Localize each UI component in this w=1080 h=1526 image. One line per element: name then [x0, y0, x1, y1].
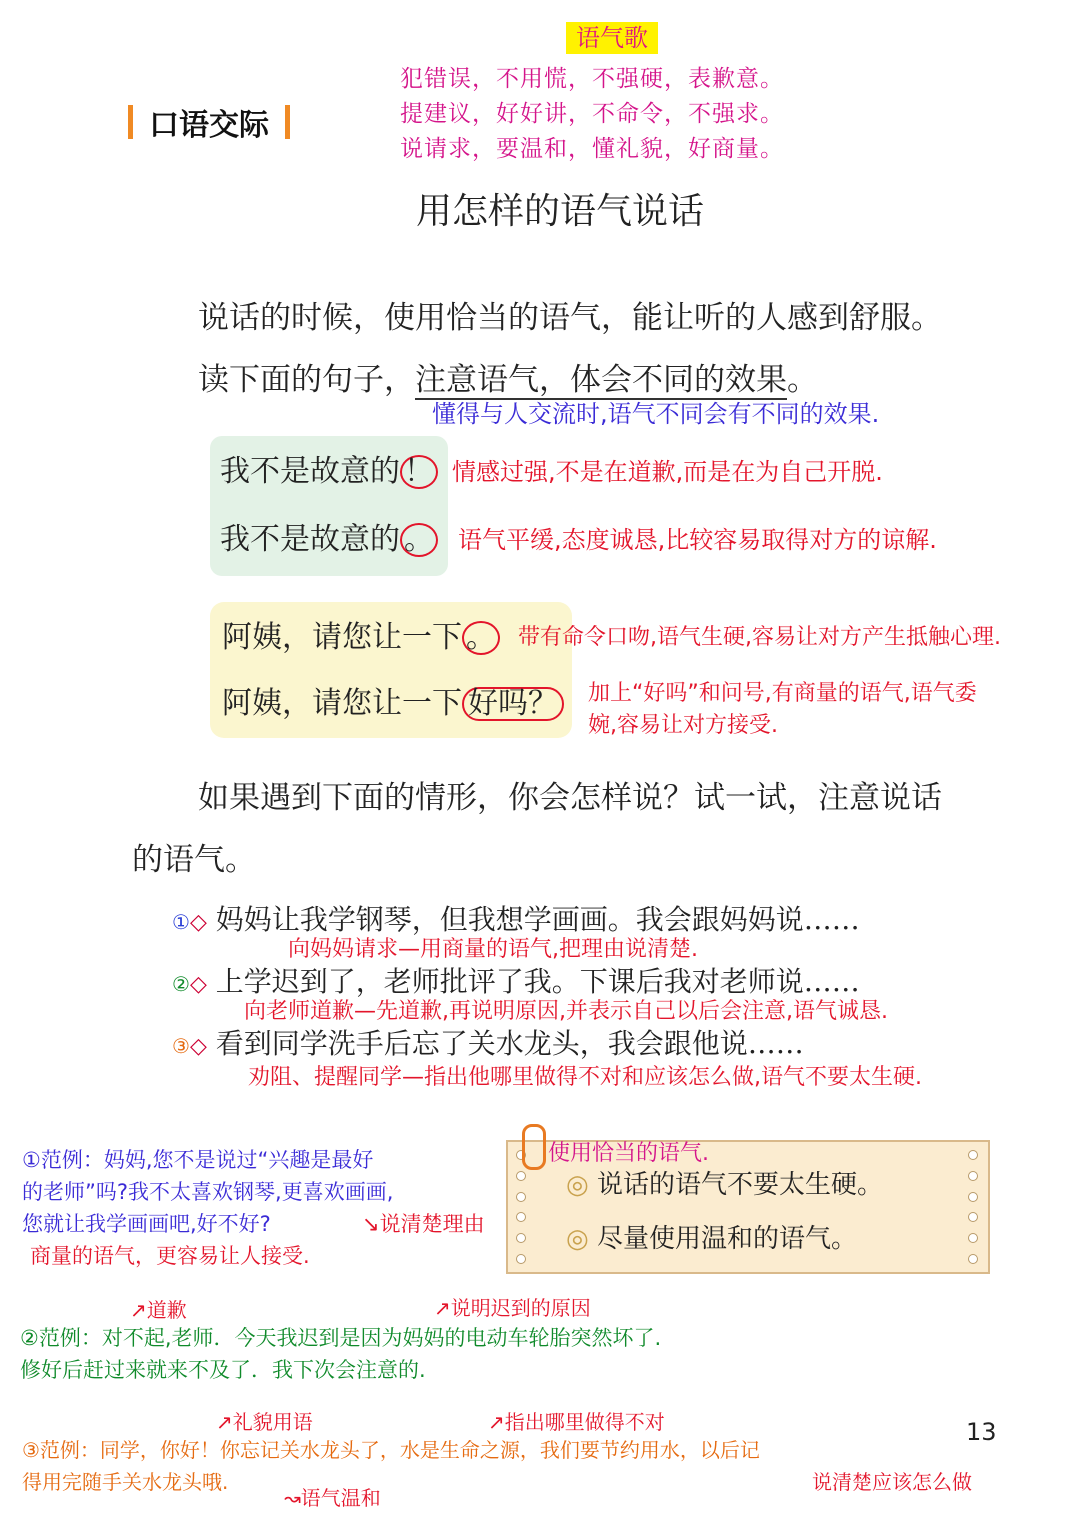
card-item-2	[566, 1218, 857, 1255]
example-1a	[220, 446, 438, 490]
sample3-label-polite	[216, 1406, 313, 1435]
sample2-line-1: ②范例：对不起,老师．今天我迟到是因为妈妈的电动车轮胎突然坏了.	[20, 1326, 662, 1350]
bullet-icon: ◎	[566, 1224, 589, 1254]
arrow-icon: ↗	[488, 1410, 505, 1434]
example-1b-note: 语气平缓,态度诚恳,比较容易取得对方的谅解.	[458, 526, 937, 554]
example-1a-note: 情感过强,不是在道歉,而是在为自己开脱.	[452, 458, 883, 486]
situation-2-num: ②	[172, 972, 190, 996]
situation-3-text: 看到同学洗手后忘了关水龙头，我会跟他说……	[215, 1027, 804, 1060]
card-holes-right	[968, 1150, 978, 1264]
example-2b	[222, 678, 564, 722]
sample3-line-2: 得用完随手关水龙头哦.	[22, 1470, 229, 1494]
sample2-line-2: 修好后赶过来就来不及了．我下次会注意的.	[20, 1358, 426, 1382]
sample3-label-tone-text: 语气温和	[300, 1486, 381, 1510]
intro-line-2-underlined: 注意语气，体会不同的效果	[415, 362, 787, 398]
sample3-label-how: 说清楚应该怎么做	[812, 1470, 972, 1494]
example-1a-text: 我不是故意的	[220, 454, 400, 489]
sample2-label-reason-text: 说明迟到的原因	[450, 1296, 591, 1320]
sample1-line-2: 的老师”吗?我不太喜欢钢琴,更喜欢画画,	[22, 1180, 394, 1204]
sample1-line-3: 您就让我学画画吧,好不好?	[22, 1212, 271, 1236]
task-line-2: 的语气。	[132, 842, 256, 878]
situation-1-text: 妈妈让我学钢琴，但我想学画画。我会跟妈妈说……	[215, 903, 860, 936]
sample2-label-reason	[434, 1292, 591, 1321]
section-bar-left	[128, 105, 133, 139]
sample3-label-tone	[284, 1482, 381, 1511]
example-2b-mark: 好吗？	[462, 687, 564, 721]
situation-2-note: 向老师道歉—先道歉,再说明原因,并表示自己以后会注意,语气诚恳.	[244, 999, 888, 1024]
sample1-arrow-note-text: 说清楚理由	[379, 1212, 485, 1236]
example-2b-note-1: 加上“好吗”和问号,有商量的语气,语气委	[588, 681, 977, 706]
situation-1-num: ①	[172, 910, 190, 934]
sample1-summary: 商量的语气，更容易让人接受.	[30, 1244, 310, 1268]
sample3-label-point-text: 指出哪里做得不对	[504, 1410, 665, 1434]
section-label-text: 口语交际	[149, 108, 269, 143]
song-title: 语气歌	[566, 22, 658, 54]
arrow-icon: ↗	[130, 1298, 147, 1322]
sample3-line-1: ③范例：同学，你好！你忘记关水龙头了，水是生命之源，我们要节约用水，以后记	[22, 1438, 760, 1462]
intro-line-2	[198, 354, 818, 399]
sample3-label-point	[488, 1406, 665, 1435]
example-1b-mark: 。	[400, 523, 438, 557]
diamond-icon: ◇	[189, 972, 207, 997]
example-1a-mark: ！	[400, 455, 438, 489]
paperclip-icon	[522, 1124, 546, 1170]
task-line-1: 如果遇到下面的情形，你会怎样说？试一试，注意说话	[198, 780, 942, 816]
example-2a-note: 带有命令口吻,语气生硬,容易让对方产生抵触心理.	[518, 625, 1001, 650]
diamond-icon: ◇	[189, 1034, 207, 1059]
intro-note: 懂得与人交流时,语气不同会有不同的效果.	[432, 400, 880, 428]
example-2b-note-2: 婉,容易让对方接受.	[588, 713, 778, 738]
example-2a-mark: 。	[462, 621, 500, 655]
lesson-title: 用怎样的语气说话	[415, 191, 704, 232]
bullet-icon: ◎	[566, 1170, 589, 1200]
section-bar-right	[285, 105, 290, 139]
example-2b-text: 阿姨，请您让一下	[222, 686, 462, 721]
arrow-icon: ↘	[362, 1212, 380, 1236]
sample2-label-apology	[130, 1294, 187, 1323]
diamond-icon: ◇	[189, 910, 207, 935]
card-header: 使用恰当的语气.	[548, 1141, 709, 1166]
situation-1-note: 向妈妈请求—用商量的语气,把理由说清楚.	[288, 937, 698, 962]
sample1-arrow-note	[362, 1208, 485, 1238]
situation-2-text: 上学迟到了，老师批评了我。下课后我对老师说……	[215, 965, 860, 998]
sample2-label-apology-text: 道歉	[146, 1298, 187, 1322]
example-2a	[222, 612, 500, 656]
situation-3-num: ③	[172, 1034, 190, 1058]
sample3-label-polite-text: 礼貌用语	[232, 1410, 313, 1434]
example-2a-text: 阿姨，请您让一下	[222, 620, 462, 655]
card-item-2-text: 尽量使用温和的语气。	[596, 1224, 857, 1254]
intro-line-2-suffix: 。	[787, 362, 818, 398]
intro-line-1: 说话的时候，使用恰当的语气，能让听的人感到舒服。	[198, 300, 942, 336]
card-item-1-text: 说话的语气不要太生硬。	[596, 1170, 883, 1200]
song-line-1: 犯错误，不用慌，不强硬，表歉意。	[400, 66, 784, 92]
intro-line-2-prefix: 读下面的句子，	[198, 362, 415, 398]
sample1-line-1: ①范例：妈妈,您不是说过“兴趣是最好	[22, 1148, 374, 1172]
arrow-icon: ↗	[216, 1410, 233, 1434]
situation-3	[172, 1022, 804, 1062]
page-number: 13	[966, 1418, 997, 1446]
arrow-icon: ↗	[434, 1296, 451, 1320]
example-1b-text: 我不是故意的	[220, 522, 400, 557]
song-line-2: 提建议，好好讲，不命令，不强求。	[400, 101, 784, 127]
section-label	[128, 102, 290, 142]
example-1b	[220, 514, 438, 558]
situation-3-note: 劝阻、提醒同学—指出他哪里做得不对和应该怎么做,语气不要太生硬.	[248, 1065, 922, 1090]
arrow-icon: ↝	[284, 1486, 301, 1510]
card-item-1	[566, 1164, 883, 1201]
song-line-3: 说请求，要温和，懂礼貌，好商量。	[400, 136, 784, 162]
